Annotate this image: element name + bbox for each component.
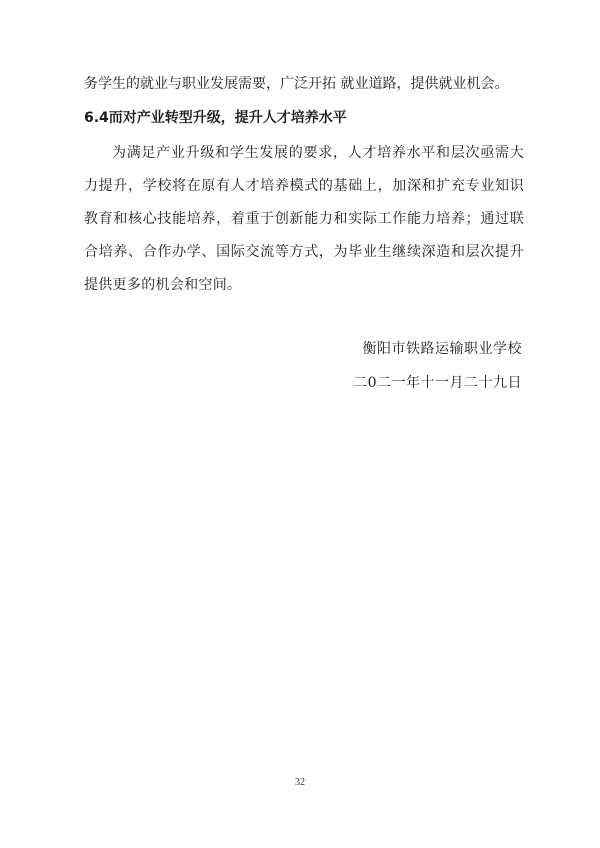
page-number: 32 bbox=[295, 777, 305, 788]
signature-school: 衡阳市铁路运输职业学校 bbox=[362, 341, 522, 357]
section-heading: 6.4而对产业转型升级，提升人才培养水平 bbox=[84, 110, 347, 126]
body-paragraph: 为满足产业升级和学生发展的要求，人才培养水平和层次亟需大力提升，学校将在原有人才培养模式的基础上，加深和扩充专业知识 教育和核心技能培养，着重于创新能力和实际工作能力培养；通过联 合培养、合作办学、国际交流等方式，为毕业生继续深造和层次提升 提供更多的机会和空间。 bbox=[84, 145, 524, 293]
continuation-line: 务学生的就业与职业发展需要，广泛开拓 就业道路，提供就业机会。 bbox=[84, 76, 509, 92]
signature-date: 二0二一年十一月二十九日 bbox=[353, 375, 522, 391]
